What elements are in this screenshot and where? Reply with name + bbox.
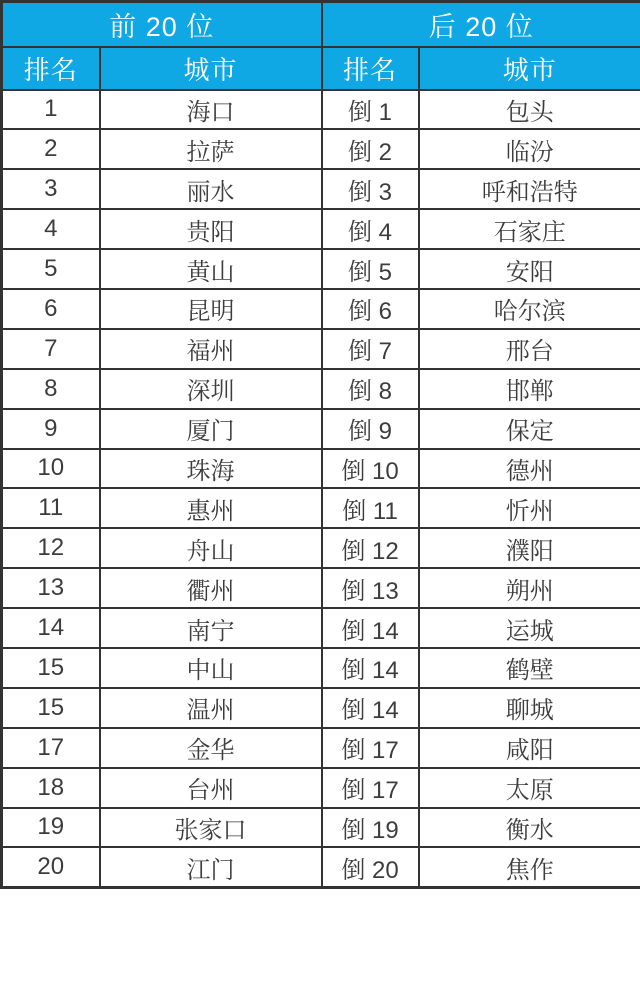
rank-cell: 5 (2, 249, 100, 289)
city-cell: 运城 (419, 608, 640, 648)
city-cell: 丽水 (100, 169, 322, 209)
rank-cell: 17 (2, 728, 100, 768)
city-cell: 中山 (100, 648, 322, 688)
city-cell: 南宁 (100, 608, 322, 648)
city-cell: 深圳 (100, 369, 322, 409)
city-cell: 黄山 (100, 249, 322, 289)
city-cell: 张家口 (100, 808, 322, 848)
rank-cell: 7 (2, 329, 100, 369)
rank-cell: 倒 14 (322, 688, 419, 728)
rank-cell: 13 (2, 568, 100, 608)
city-cell: 衢州 (100, 568, 322, 608)
table-row (2, 329, 640, 369)
rank-cell: 19 (2, 808, 100, 848)
header-group-top20: 前 20 位 (2, 2, 322, 47)
column-header-row (2, 47, 640, 90)
rank-cell: 倒 5 (322, 249, 419, 289)
rank-cell: 倒 12 (322, 528, 419, 568)
city-cell: 安阳 (419, 249, 640, 289)
city-cell: 福州 (100, 329, 322, 369)
table-row (2, 249, 640, 289)
city-cell: 珠海 (100, 449, 322, 489)
rank-cell: 倒 9 (322, 409, 419, 449)
table-row (2, 289, 640, 329)
city-cell: 鹤壁 (419, 648, 640, 688)
rank-cell: 倒 10 (322, 449, 419, 489)
rank-cell: 14 (2, 608, 100, 648)
rank-cell: 11 (2, 488, 100, 528)
rank-cell: 倒 19 (322, 808, 419, 848)
rank-cell: 2 (2, 129, 100, 169)
table-row (2, 209, 640, 249)
city-cell: 台州 (100, 768, 322, 808)
table-row (2, 847, 640, 887)
rank-cell: 倒 8 (322, 369, 419, 409)
city-cell: 惠州 (100, 488, 322, 528)
table-row (2, 129, 640, 169)
city-cell: 临汾 (419, 129, 640, 169)
header-group-bottom20: 后 20 位 (322, 2, 640, 47)
city-cell: 石家庄 (419, 209, 640, 249)
city-cell: 邢台 (419, 329, 640, 369)
city-cell: 衡水 (419, 808, 640, 848)
rank-cell: 10 (2, 449, 100, 489)
rank-cell: 1 (2, 90, 100, 130)
table-row (2, 648, 640, 688)
header-group-row (2, 2, 640, 47)
rank-cell: 6 (2, 289, 100, 329)
city-cell: 金华 (100, 728, 322, 768)
table-row (2, 768, 640, 808)
city-cell: 德州 (419, 449, 640, 489)
city-cell: 拉萨 (100, 129, 322, 169)
table-row (2, 568, 640, 608)
rank-cell: 倒 17 (322, 768, 419, 808)
rank-cell: 倒 1 (322, 90, 419, 130)
col-header-rank-right: 排名 (322, 47, 419, 90)
city-cell: 咸阳 (419, 728, 640, 768)
city-cell: 温州 (100, 688, 322, 728)
table-row (2, 90, 640, 130)
city-cell: 邯郸 (419, 369, 640, 409)
rank-cell: 18 (2, 768, 100, 808)
rank-cell: 12 (2, 528, 100, 568)
table-row (2, 488, 640, 528)
city-cell: 哈尔滨 (419, 289, 640, 329)
rank-cell: 9 (2, 409, 100, 449)
rank-cell: 15 (2, 688, 100, 728)
rank-cell: 倒 3 (322, 169, 419, 209)
col-header-city-left: 城市 (100, 47, 322, 90)
city-cell: 贵阳 (100, 209, 322, 249)
rank-cell: 倒 14 (322, 648, 419, 688)
col-header-rank-left: 排名 (2, 47, 100, 90)
city-cell: 濮阳 (419, 528, 640, 568)
city-cell: 江门 (100, 847, 322, 887)
rank-cell: 3 (2, 169, 100, 209)
rank-cell: 8 (2, 369, 100, 409)
city-cell: 昆明 (100, 289, 322, 329)
city-cell: 保定 (419, 409, 640, 449)
rank-cell: 倒 20 (322, 847, 419, 887)
table-row (2, 608, 640, 648)
rank-cell: 倒 6 (322, 289, 419, 329)
rank-cell: 倒 11 (322, 488, 419, 528)
table-row (2, 528, 640, 568)
city-cell: 焦作 (419, 847, 640, 887)
city-cell: 朔州 (419, 568, 640, 608)
city-cell: 呼和浩特 (419, 169, 640, 209)
rank-cell: 倒 2 (322, 129, 419, 169)
rank-cell: 倒 14 (322, 608, 419, 648)
table-row (2, 409, 640, 449)
table-row (2, 728, 640, 768)
city-cell: 海口 (100, 90, 322, 130)
table-body (2, 90, 640, 888)
table-row (2, 808, 640, 848)
rank-cell: 4 (2, 209, 100, 249)
table-row (2, 449, 640, 489)
rank-cell: 20 (2, 847, 100, 887)
rank-cell: 倒 17 (322, 728, 419, 768)
rank-cell: 倒 13 (322, 568, 419, 608)
col-header-city-right: 城市 (419, 47, 640, 90)
table-row (2, 688, 640, 728)
table-row (2, 169, 640, 209)
city-cell: 舟山 (100, 528, 322, 568)
table-header (2, 2, 640, 90)
city-cell: 太原 (419, 768, 640, 808)
city-cell: 厦门 (100, 409, 322, 449)
rank-cell: 15 (2, 648, 100, 688)
city-cell: 包头 (419, 90, 640, 130)
rank-cell: 倒 4 (322, 209, 419, 249)
table-row (2, 369, 640, 409)
city-cell: 忻州 (419, 488, 640, 528)
city-cell: 聊城 (419, 688, 640, 728)
rank-cell: 倒 7 (322, 329, 419, 369)
